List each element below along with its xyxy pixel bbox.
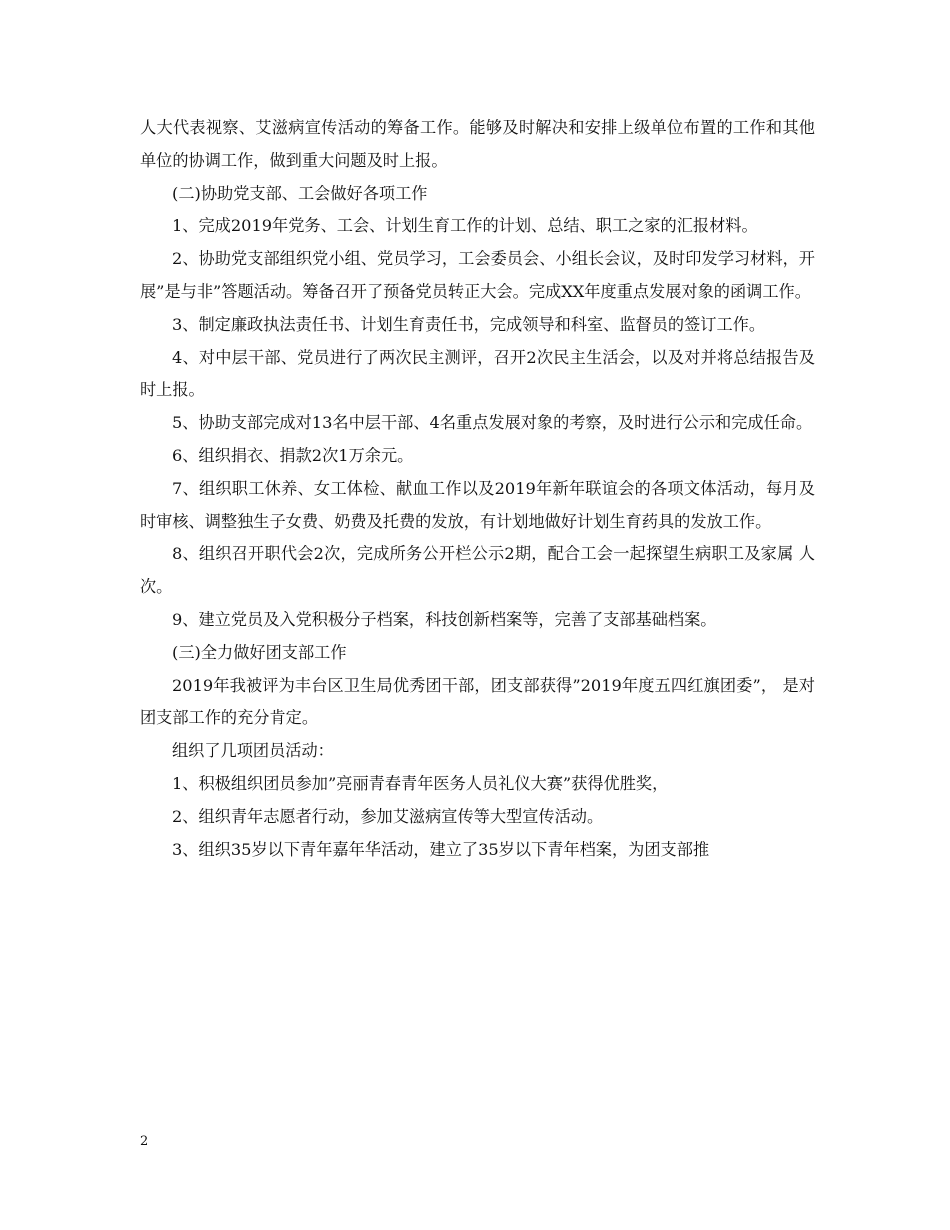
award-paragraph: 2019年我被评为丰台区卫生局优秀团干部，团支部获得”2019年度五四红旗团委”， 是对团支部工作的充分肯定。: [140, 675, 815, 728]
list-item-2: 2、协助党支部组织党小组、党员学习，工会委员会、小组长会议，及时印发学习材料，开展”是与非”答题活动。筹备召开了预备党员转正大会。完成XX年度重点发展对象的函调工作。: [140, 249, 815, 301]
page-number: 2: [140, 1134, 149, 1149]
list-item-1: 1、完成2019年党务、工会、计划生育工作的计划、总结、职工之家的汇报材料。: [172, 216, 758, 236]
list-item-4: 4、对中层干部、党员进行了两次民主测评，召开2次民主生活会，以及对并将总结报告及时上报。: [140, 347, 815, 400]
list-item-6: 6、组织捐衣、捐款2次1万余元。: [172, 445, 414, 465]
list-item-5: 5、协助支部完成对13名中层干部、4名重点发展对象的考察，及时进行公示和完成任命。: [172, 413, 813, 433]
activity-item-3: 3、组织35岁以下青年嘉年华活动，建立了35岁以下青年档案，为团支部推: [172, 839, 710, 859]
section-heading-2: (二)协助党支部、工会做好各项工作: [172, 183, 428, 203]
activities-intro: 组织了几项团员活动：: [172, 741, 334, 761]
list-item-7: 7、组织职工休养、女工体检、献血工作以及2019年新年联谊会的各项文体活动，每月及时审核、调整独生子女费、奶费及托费的发放，有计划地做好计划生育药具的发放工作。: [140, 478, 815, 531]
list-item-3: 3、制定廉政执法责任书、计划生育责任书，完成领导和科室、监督员的签订工作。: [172, 314, 766, 334]
activity-item-1: 1、积极组织团员参加”亮丽青春青年医务人员礼仪大赛”获得优胜奖，: [172, 773, 669, 793]
list-item-9: 9、建立党员及入党积极分子档案，科技创新档案等，完善了支部基础档案。: [172, 609, 717, 629]
paragraph-continuation: 人大代表视察、艾滋病宣传活动的筹备工作。能够及时解决和安排上级单位布置的工作和其他单位的协调工作，做到重大问题及时上报。: [140, 118, 815, 170]
section-heading-3: (三)全力做好团支部工作: [172, 642, 347, 662]
activity-item-2: 2、组织青年志愿者行动，参加艾滋病宣传等大型宣传活动。: [172, 806, 604, 826]
document-body: [140, 112, 815, 866]
list-item-8: 8、组织召开职代会2次，完成所务公开栏公示2期，配合工会一起探望生病职工及家属 人次。: [140, 544, 815, 597]
